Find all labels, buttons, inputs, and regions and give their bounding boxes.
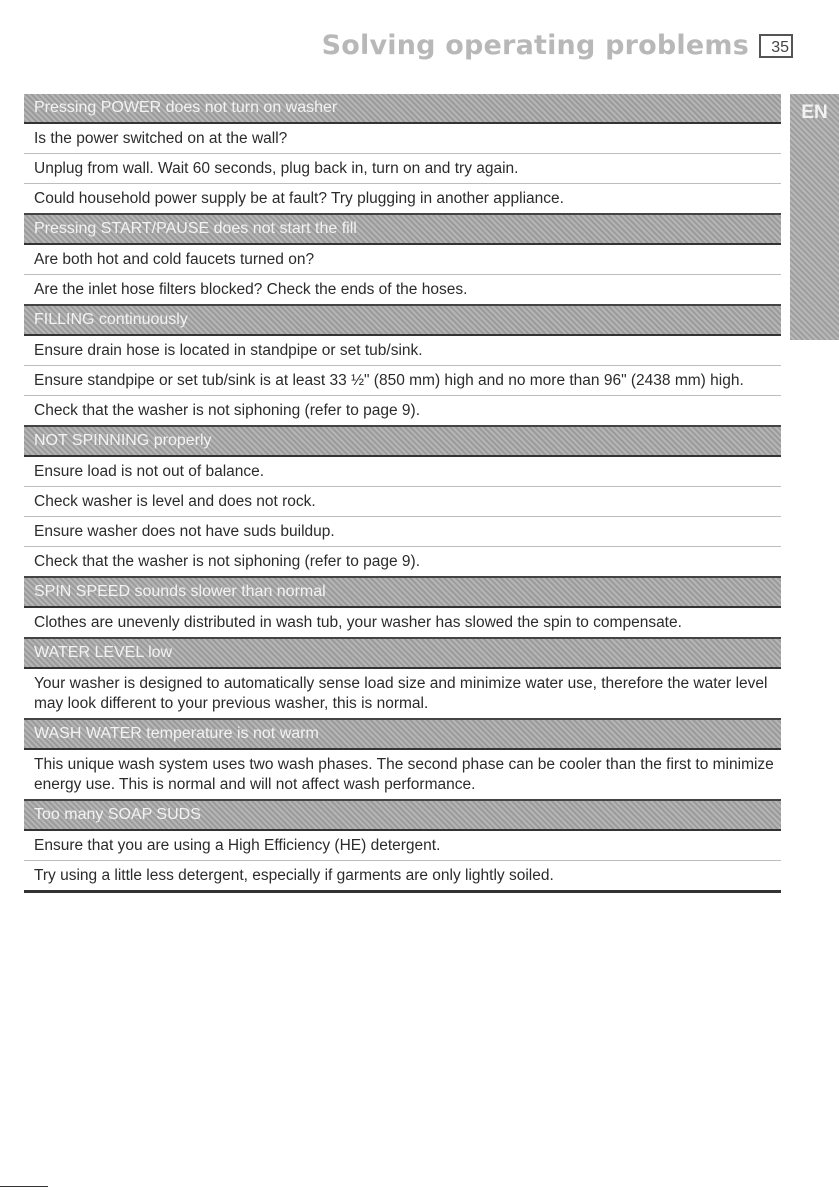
page-number: 35 [759, 34, 793, 58]
problem-heading: Pressing START/PAUSE does not start the fill [24, 215, 781, 245]
solution-item: Check washer is level and does not rock. [24, 487, 781, 517]
solution-item: Ensure that you are using a High Efficiency (HE) detergent. [24, 831, 781, 861]
solution-item: Clothes are unevenly distributed in wash tub, your washer has slowed the spin to compensate. [24, 608, 781, 639]
solution-item: Unplug from wall. Wait 60 seconds, plug back in, turn on and try again. [24, 154, 781, 184]
solution-item: Are the inlet hose filters blocked? Check the ends of the hoses. [24, 275, 781, 306]
solution-item: Are both hot and cold faucets turned on? [24, 245, 781, 275]
troubleshooting-table [24, 94, 781, 893]
solution-item: Check that the washer is not siphoning (refer to page 9). [24, 547, 781, 578]
solution-item: Your washer is designed to automatically sense load size and minimize water use, therefore the water level may look different to your previous washer, this is normal. [24, 669, 781, 720]
problem-heading: Pressing POWER does not turn on washer [24, 94, 781, 124]
page-title: Solving operating problems [321, 30, 749, 61]
problem-heading: WASH WATER temperature is not warm [24, 720, 781, 750]
solution-item: Could household power supply be at fault? Try plugging in another appliance. [24, 184, 781, 215]
solution-item: Check that the washer is not siphoning (refer to page 9). [24, 396, 781, 427]
language-tab [790, 94, 839, 340]
problem-section [24, 427, 781, 578]
solution-item: Ensure load is not out of balance. [24, 457, 781, 487]
footer-rule [0, 1186, 48, 1187]
problem-heading: Too many SOAP SUDS [24, 801, 781, 831]
page-header [322, 30, 793, 61]
language-tab-label: EN [801, 102, 828, 123]
solution-item: Ensure washer does not have suds buildup. [24, 517, 781, 547]
problem-section [24, 720, 781, 801]
problem-section [24, 215, 781, 306]
solution-item: Is the power switched on at the wall? [24, 124, 781, 154]
problem-heading: WATER LEVEL low [24, 639, 781, 669]
solution-item: This unique wash system uses two wash phases. The second phase can be cooler than the first to minimize energy use. This is normal and will not affect wash performance. [24, 750, 781, 801]
problem-heading: SPIN SPEED sounds slower than normal [24, 578, 781, 608]
problem-section [24, 94, 781, 215]
problem-heading: NOT SPINNING properly [24, 427, 781, 457]
solution-item: Try using a little less detergent, especially if garments are only lightly soiled. [24, 861, 781, 893]
problem-section [24, 306, 781, 427]
solution-item: Ensure drain hose is located in standpipe or set tub/sink. [24, 336, 781, 366]
solution-item: Ensure standpipe or set tub/sink is at least 33 ½" (850 mm) high and no more than 96" (2438 mm) high. [24, 366, 781, 396]
problem-section [24, 639, 781, 720]
problem-heading: FILLING continuously [24, 306, 781, 336]
problem-section [24, 801, 781, 893]
problem-section [24, 578, 781, 639]
